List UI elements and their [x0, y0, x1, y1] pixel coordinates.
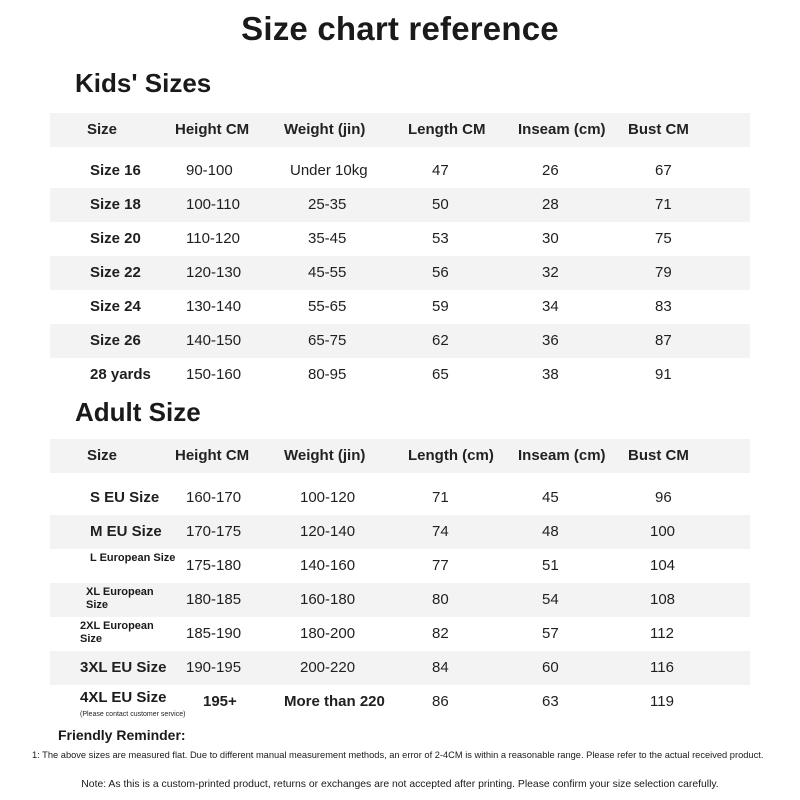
- bust-cell: 75: [655, 230, 672, 247]
- height-cell: 140-150: [186, 332, 242, 349]
- weight-cell: 180-200: [300, 625, 356, 642]
- inseam-cell: 34: [542, 298, 559, 315]
- bust-cell: 108: [650, 591, 676, 608]
- bust-cell: 104: [650, 557, 676, 574]
- size-cell: S EU Size: [90, 489, 160, 506]
- kids-section-title: Kids' Sizes: [75, 68, 212, 98]
- inseam-cell: 32: [542, 264, 559, 281]
- inseam-cell: 38: [542, 366, 559, 383]
- adult-section-title: Adult Size: [75, 397, 201, 427]
- return-policy-note: Note: As this is a custom-printed product, returns or exchanges are not accepted after printing. Please confirm your size selection carefully.: [81, 779, 719, 790]
- table-row: [50, 617, 750, 651]
- height-cell: 90-100: [186, 162, 233, 179]
- bust-cell: 91: [655, 366, 672, 383]
- length-cell: 47: [432, 162, 449, 179]
- inseam-cell: 48: [542, 523, 559, 540]
- column-header-height: Height CM: [175, 121, 250, 138]
- table-row: [50, 324, 750, 358]
- bust-cell: 112: [650, 625, 674, 642]
- size-cell: XL European Size: [86, 586, 154, 611]
- weight-cell: 200-220: [300, 659, 356, 676]
- weight-cell: 35-45: [308, 230, 347, 247]
- weight-cell: 65-75: [308, 332, 347, 349]
- height-cell: 185-190: [186, 625, 242, 642]
- size-cell: 4XL EU Size: [80, 689, 167, 706]
- weight-cell: More than 220: [284, 693, 385, 710]
- length-cell: 82: [432, 625, 449, 642]
- column-header-weight: Weight (jin): [284, 121, 366, 138]
- kids-size-table: [50, 113, 750, 392]
- inseam-cell: 51: [542, 557, 559, 574]
- bust-cell: 71: [655, 196, 672, 213]
- inseam-cell: 28: [542, 196, 559, 213]
- table-row: [50, 515, 750, 549]
- length-cell: 53: [432, 230, 449, 247]
- bust-cell: 116: [650, 659, 674, 676]
- size-cell: 3XL EU Size: [80, 659, 167, 676]
- height-cell: 160-170: [186, 489, 242, 506]
- weight-cell: 45-55: [308, 264, 347, 281]
- bust-cell: 79: [655, 264, 672, 281]
- table-row: [50, 685, 750, 719]
- table-row: [50, 188, 750, 222]
- size-cell: Size 22: [90, 264, 141, 281]
- height-cell: 150-160: [186, 366, 242, 383]
- table-row: [50, 583, 750, 617]
- inseam-cell: 36: [542, 332, 559, 349]
- size-cell: 28 yards: [90, 366, 151, 383]
- column-header-bust: Bust CM: [628, 447, 689, 464]
- weight-cell: 80-95: [308, 366, 347, 383]
- length-cell: 77: [432, 557, 449, 574]
- weight-cell: 55-65: [308, 298, 347, 315]
- column-header-weight: Weight (jin): [284, 447, 366, 464]
- bust-cell: 96: [655, 489, 672, 506]
- kids-table-header: [50, 113, 750, 147]
- column-header-inseam: Inseam (cm): [518, 447, 606, 464]
- weight-cell: 140-160: [300, 557, 356, 574]
- length-cell: 86: [432, 693, 449, 710]
- height-cell: 110-120: [186, 230, 240, 247]
- inseam-cell: 57: [542, 625, 559, 642]
- length-cell: 80: [432, 591, 449, 608]
- length-cell: 74: [432, 523, 449, 540]
- inseam-cell: 45: [542, 489, 559, 506]
- inseam-cell: 60: [542, 659, 559, 676]
- table-row: [50, 549, 750, 583]
- height-cell: 190-195: [186, 659, 242, 676]
- column-header-inseam: Inseam (cm): [518, 121, 606, 138]
- adult-size-table: [50, 439, 750, 719]
- length-cell: 62: [432, 332, 449, 349]
- weight-cell: 160-180: [300, 591, 356, 608]
- table-row: [50, 154, 750, 188]
- weight-cell: 120-140: [300, 523, 356, 540]
- bust-cell: 119: [650, 693, 674, 710]
- reminder-heading: Friendly Reminder:: [58, 727, 186, 743]
- size-cell: L European Size: [90, 552, 176, 564]
- column-header-length: Length CM: [408, 121, 486, 138]
- column-header-height: Height CM: [175, 447, 250, 464]
- table-row: [50, 256, 750, 290]
- bust-cell: 100: [650, 523, 676, 540]
- table-row: [50, 222, 750, 256]
- length-cell: 71: [432, 489, 449, 506]
- size-cell: Size 18: [90, 196, 141, 213]
- inseam-cell: 63: [542, 693, 559, 710]
- inseam-cell: 54: [542, 591, 559, 608]
- length-cell: 65: [432, 366, 449, 383]
- size-cell: Size 24: [90, 298, 141, 315]
- size-cell: M EU Size: [90, 523, 162, 540]
- weight-cell: 25-35: [308, 196, 347, 213]
- adult-table-header: [50, 439, 750, 473]
- inseam-cell: 30: [542, 230, 559, 247]
- bust-cell: 87: [655, 332, 672, 349]
- table-row: [50, 651, 750, 685]
- column-header-bust: Bust CM: [628, 121, 689, 138]
- bust-cell: 83: [655, 298, 672, 315]
- height-cell: 170-175: [186, 523, 242, 540]
- bust-cell: 67: [655, 162, 672, 179]
- height-cell: 195+: [203, 693, 237, 710]
- size-cell: Size 20: [90, 230, 141, 247]
- length-cell: 59: [432, 298, 449, 315]
- measurement-note: 1: The above sizes are measured flat. Due to different manual measurement methods, an error of 2-4CM is within a reasonable range. Please refer to the actual received product.: [32, 750, 764, 760]
- table-row: [50, 290, 750, 324]
- column-header-size: Size: [87, 447, 118, 464]
- length-cell: 50: [432, 196, 449, 213]
- length-cell: 84: [432, 659, 449, 676]
- table-row: [50, 481, 750, 515]
- height-cell: 120-130: [186, 264, 242, 281]
- page-title: Size chart reference: [241, 10, 559, 47]
- column-header-size: Size: [87, 121, 118, 138]
- service-note: (Please contact customer service): [80, 711, 186, 718]
- height-cell: 180-185: [186, 591, 242, 608]
- height-cell: 130-140: [186, 298, 242, 315]
- size-cell: Size 16: [90, 162, 141, 179]
- weight-cell: 100-120: [300, 489, 356, 506]
- weight-cell: Under 10kg: [290, 162, 368, 179]
- size-cell: Size 26: [90, 332, 141, 349]
- table-row: [50, 358, 750, 392]
- height-cell: 100-110: [186, 196, 240, 213]
- length-cell: 56: [432, 264, 449, 281]
- column-header-length: Length (cm): [408, 447, 494, 464]
- height-cell: 175-180: [186, 557, 242, 574]
- inseam-cell: 26: [542, 162, 559, 179]
- size-cell: 2XL European Size: [80, 620, 154, 645]
